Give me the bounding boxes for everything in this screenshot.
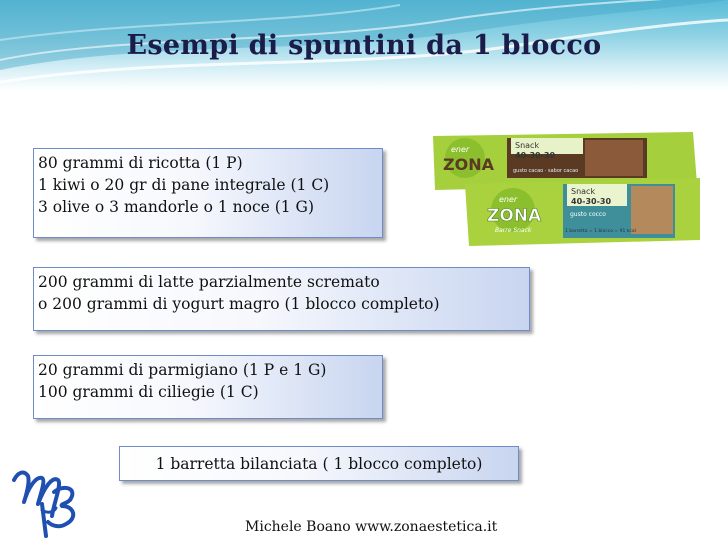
snack-bar-front <box>465 178 700 246</box>
slide-title: Esempi di spuntini da 1 blocco <box>126 30 602 61</box>
ratio-text: 40-30-30 <box>571 197 612 206</box>
snack-box-latte <box>33 267 530 331</box>
box-line: 1 kiwi o 20 gr di pane integrale (1 C) <box>38 176 330 194</box>
flavor-text: gusto cacao · sabor cacao <box>513 168 579 174</box>
note-text: 1 barretta = 1 blocco = 91 kcal <box>565 229 636 234</box>
tagline-text: Barre Snack <box>495 227 532 234</box>
box-line: o 200 grammi di yogurt magro (1 blocco completo) <box>38 295 440 313</box>
snack-box-ricotta <box>33 148 383 238</box>
box-line: 1 barretta bilanciata ( 1 blocco completo) <box>155 455 483 473</box>
snack-box-barretta <box>119 446 519 481</box>
box-line: 100 grammi di ciliegie (1 C) <box>38 383 259 401</box>
brand-text: ZONA <box>443 155 494 174</box>
box-line: 200 grammi di latte parzialmente scremato <box>38 273 380 291</box>
flavor-text: gusto cocco <box>570 211 606 218</box>
brand-small-text: ener <box>499 195 518 204</box>
footer-credit: Michele Boano www.zonaestetica.it <box>245 519 498 535</box>
box-line: 3 olive o 3 mandorle o 1 noce (1 G) <box>38 198 314 216</box>
snack-label: Snack <box>571 187 596 196</box>
snack-label: Snack <box>515 141 540 150</box>
box-line: 20 grammi di parmigiano (1 P e 1 G) <box>38 361 327 379</box>
enerzona-bars-image <box>425 128 700 248</box>
brand-text: ZONA <box>487 206 542 226</box>
box-line: 80 grammi di ricotta (1 P) <box>38 154 243 172</box>
ratio-text: 40-30-30 <box>515 151 556 160</box>
snack-box-parmigiano <box>33 355 383 419</box>
zonaestetica-logo-icon <box>8 462 88 538</box>
brand-small-text: ener <box>451 145 470 154</box>
